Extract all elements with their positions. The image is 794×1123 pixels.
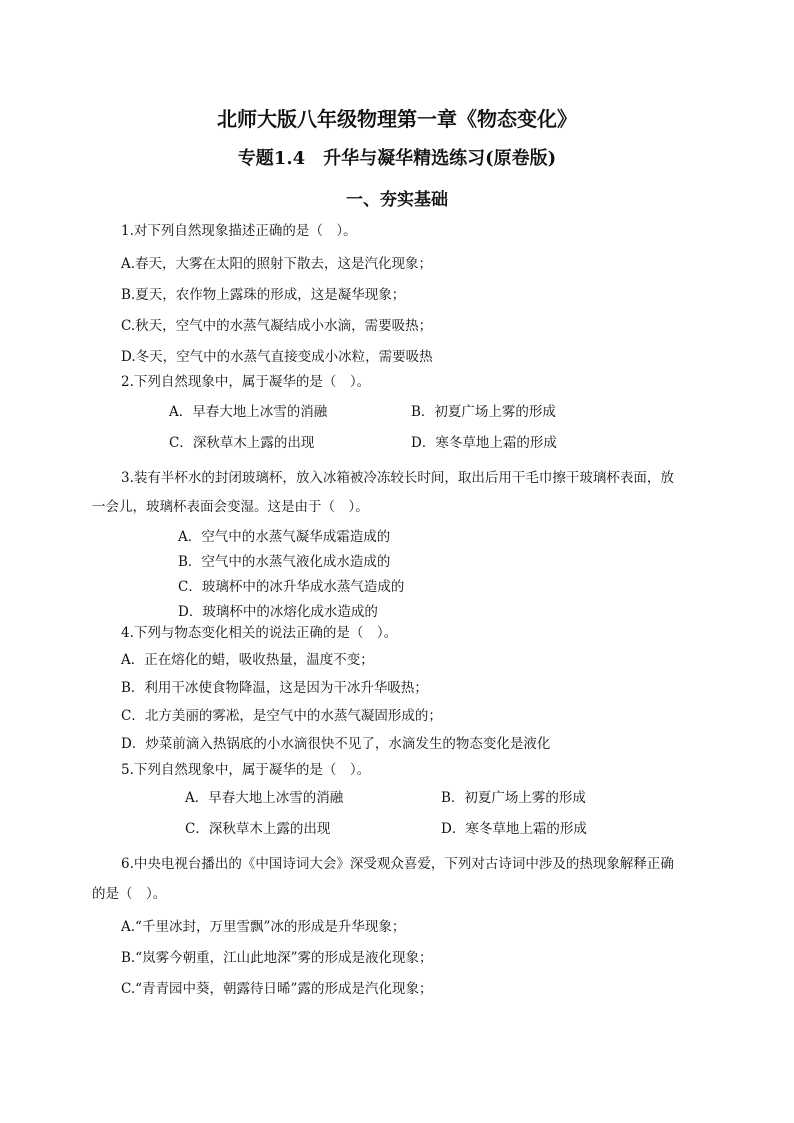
section-heading: 一、夯实基础 — [346, 190, 448, 210]
q1-stem: 1.对下列自然现象描述正确的是（ ）。 — [121, 223, 357, 239]
q5-option-c: C．深秋草木上露的出现 — [185, 821, 331, 837]
document-subtitle: 专题1.4 升华与凝华精选练习(原卷版) — [237, 148, 557, 169]
q3-option-b: B．空气中的水蒸气液化成水造成的 — [178, 554, 391, 570]
q4-option-b: B．利用干冰使食物降温，这是因为干冰升华吸热； — [121, 680, 428, 696]
q2-option-a: A．早春大地上冰雪的消融 — [169, 404, 328, 420]
q4-stem: 4.下列与物态变化相关的说法正确的是（ ）。 — [121, 625, 398, 641]
q2-stem: 2.下列自然现象中，属于凝华的是（ ）。 — [121, 374, 371, 390]
q3-option-a: A．空气中的水蒸气凝华成霜造成的 — [178, 529, 391, 545]
q5-stem: 5.下列自然现象中，属于凝华的是（ ）。 — [121, 762, 371, 778]
q3-stem-line2: 一会儿，玻璃杯表面会变湿。这是由于（ ）。 — [92, 499, 369, 515]
q5-option-a: A．早春大地上冰雪的消融 — [185, 790, 344, 806]
q6-stem-line2: 的是（ ）。 — [92, 886, 167, 902]
q4-option-d: D．炒菜前滴入热锅底的小水滴很快不见了，水滴发生的物态变化是液化 — [121, 736, 551, 752]
q6-option-b: B.“岚雾今朝重，江山此地深”雾的形成是液化现象； — [121, 950, 433, 966]
document-title: 北师大版八年级物理第一章《物态变化》 — [217, 107, 577, 131]
q3-option-c: C．玻璃杯中的冰升华成水蒸气造成的 — [178, 579, 405, 595]
q5-option-b: B．初夏广场上雾的形成 — [441, 790, 586, 806]
q6-option-c: C.“青青园中葵，朝露待日晞”露的形成是汽化现象； — [121, 981, 433, 997]
q2-option-d: D．寒冬草地上霜的形成 — [411, 435, 557, 451]
q1-option-a: A.春天，大雾在太阳的照射下散去，这是汽化现象； — [121, 256, 433, 272]
q3-stem-line1: 3.装有半杯水的封闭玻璃杯，放入冰箱被冷冻较长时间，取出后用干毛巾擦干玻璃杯表面，放 — [121, 470, 674, 486]
q1-option-b: B.夏天，农作物上露珠的形成，这是凝华现象； — [121, 287, 406, 303]
q1-option-c: C.秋天，空气中的水蒸气凝结成小水滴，需要吸热； — [121, 318, 433, 334]
q4-option-c: C．北方美丽的雾凇，是空气中的水蒸气凝固形成的； — [121, 708, 442, 724]
q3-option-d: D．玻璃杯中的冰熔化成水造成的 — [178, 604, 378, 620]
q2-option-b: B．初夏广场上雾的形成 — [411, 404, 556, 420]
q6-stem-line1: 6.中央电视台播出的《中国诗词大会》深受观众喜爱，下列对古诗词中涉及的热现象解释正确 — [121, 856, 674, 872]
q2-option-c: C．深秋草木上露的出现 — [169, 435, 315, 451]
q5-option-d: D．寒冬草地上霜的形成 — [441, 821, 587, 837]
q6-option-a: A.“千里冰封，万里雪飘”冰的形成是升华现象； — [121, 919, 406, 935]
q1-option-d: D.冬天，空气中的水蒸气直接变成小冰粒，需要吸热 — [121, 349, 433, 365]
q4-option-a: A．正在熔化的蜡，吸收热量，温度不变； — [121, 652, 374, 668]
